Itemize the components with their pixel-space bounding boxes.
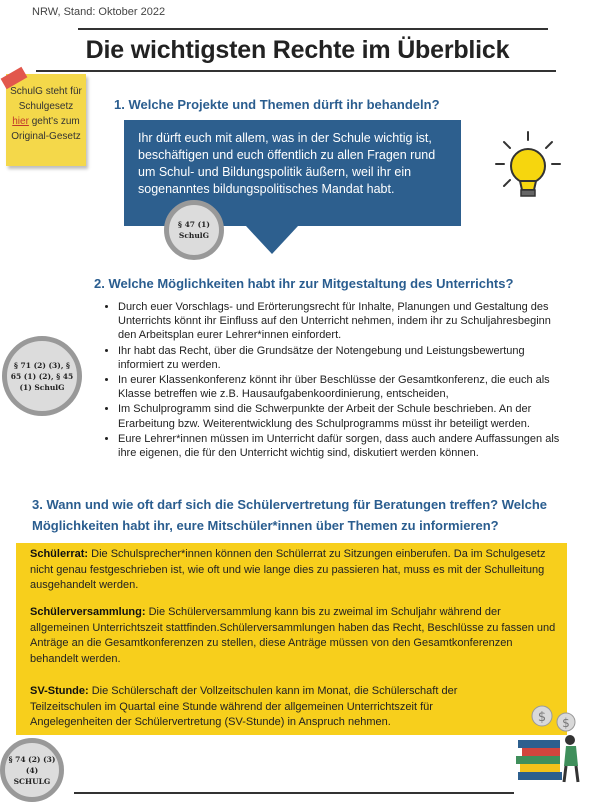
- header-note: NRW, Stand: Oktober 2022: [32, 6, 166, 18]
- section2-bullet-list: [104, 300, 564, 460]
- lightbulb-icon: [490, 128, 570, 208]
- badge-text: § 47 (1): [178, 220, 210, 229]
- section1-law-badge: [164, 200, 224, 260]
- schuelerrat-paragraph: [30, 547, 560, 594]
- section2-list-wrap: [104, 300, 564, 461]
- badge-text: SCHULG: [13, 776, 51, 786]
- speech-pointer: [246, 226, 298, 254]
- sticky-line-2: Schulgesetz: [18, 101, 74, 112]
- list-item: • Durch euer Vorschlags- und Erörterungsrecht für Inhalte, Planungen und Gestaltung des Unterrichts könnt ihr Einfluss auf den Unterricht nehmen, indem ihr zu Schuljahresbeginn den Arbeitsplan eurer Lehrer*innen einfordert.: [118, 300, 564, 343]
- section3-heading: 3. Wann und wie oft darf sich die Schülervertretung für Beratungen treffen? Welche Möglichkeiten habt ihr, eure Mitschüler*innen über Themen zu informieren?: [32, 497, 548, 533]
- page-title: Die wichtigsten Rechte im Überblick: [85, 36, 510, 64]
- section2-heading: 2. Welche Möglichkeiten habt ihr zur Mitgestaltung des Unterrichts?: [94, 276, 514, 291]
- list-item: • Im Schulprogramm sind die Schwerpunkte der Arbeit der Schule beschrieben. An der Erarbeitung bzw. Weiterentwicklung des Schulprogramms müsst ihr beteiligt werden.: [118, 402, 564, 430]
- badge-text: § 71 (2) (3), §: [14, 360, 70, 370]
- list-item: • Eure Lehrer*innen müssen im Unterricht dafür sorgen, dass auch andere Auffassungen als ihre eigenen, die für den Unterricht wichtig sind, diskutiert werden können.: [118, 432, 564, 460]
- svg-text:$: $: [562, 716, 570, 730]
- badge-text: 65 (1) (2), § 45: [10, 371, 74, 381]
- section1-text: Ihr dürft euch mit allem, was in der Schule wichtig ist, beschäftigen und euch öffentlich zu allen Fragen rund um Schul- und Bildungspolitik äußern, weil ihr ein sogenanntes bildungspolitisches Mandat habt.: [138, 131, 436, 196]
- sv-stunde-paragraph: [30, 684, 500, 731]
- top-divider: [78, 28, 548, 30]
- badge-text: (1) SchulG: [19, 382, 65, 392]
- sticky-note: [6, 74, 86, 166]
- term-label: SV-Stunde:: [30, 685, 89, 697]
- law-link[interactable]: hier: [12, 116, 29, 127]
- list-item: • In eurer Klassenkonferenz könnt ihr über Beschlüsse der Gesamtkonferenz, die euch als Klasse betreffen wie z.B. Hausaufgabenkoordinierung, entscheiden,: [118, 373, 564, 401]
- badge-text: (4): [25, 765, 39, 775]
- title-divider: [36, 70, 556, 72]
- section2-law-badge: [2, 336, 82, 416]
- books-illustration-icon: [506, 702, 590, 786]
- term-label: Schülerversammlung:: [30, 606, 146, 618]
- term-label: Schülerrat:: [30, 548, 89, 560]
- svg-text:$: $: [537, 710, 547, 725]
- section1-heading: 1. Welche Projekte und Themen dürft ihr behandeln?: [114, 97, 440, 112]
- schuelerversammlung-paragraph: [30, 605, 560, 667]
- badge-text: SchulG: [178, 231, 210, 240]
- section3-law-badge: [0, 738, 64, 802]
- sticky-line-3: geht's zum: [31, 116, 80, 127]
- term-text: Die Schulsprecher*innen können den Schülerrat zu Sitzungen einberufen. Da im Schulgesetz nicht genau festgeschrieben ist, wie oft und wie lange dies zu passieren hat, muss es mit der Schulleitung ausgehandelt werden.: [30, 548, 546, 591]
- bottom-divider: [74, 792, 514, 794]
- term-text: Die Schülerversammlung kann bis zu zweimal im Schuljahr während der allgemeinen Unterrichtszeit stattfinden.Schülerversammlungen haben das Recht, Beschlüsse zu fassen und Anträge an die Gesamtkonferenzen zu stellen, diese Anträge müssen von den Gesamtkonferenzen behandelt werden.: [30, 606, 556, 665]
- sticky-line-1: SchulG steht für: [10, 86, 82, 97]
- sticky-line-4: Original-Gesetz: [11, 131, 81, 142]
- list-item: • Ihr habt das Recht, über die Grundsätze der Notengebung und Leistungsbewertung informiert zu werden.: [118, 344, 564, 372]
- badge-text: § 74 (2) (3): [8, 754, 56, 764]
- term-text: Die Schülerschaft der Vollzeitschulen kann im Monat, die Schülerschaft der Teilzeitschulen im Quartal eine Stunde während der allgemeinen Unterrichtszeit für Angelegenheiten der Schülervertretung (SV-Stunde) in Anspruch nehmen.: [30, 685, 458, 728]
